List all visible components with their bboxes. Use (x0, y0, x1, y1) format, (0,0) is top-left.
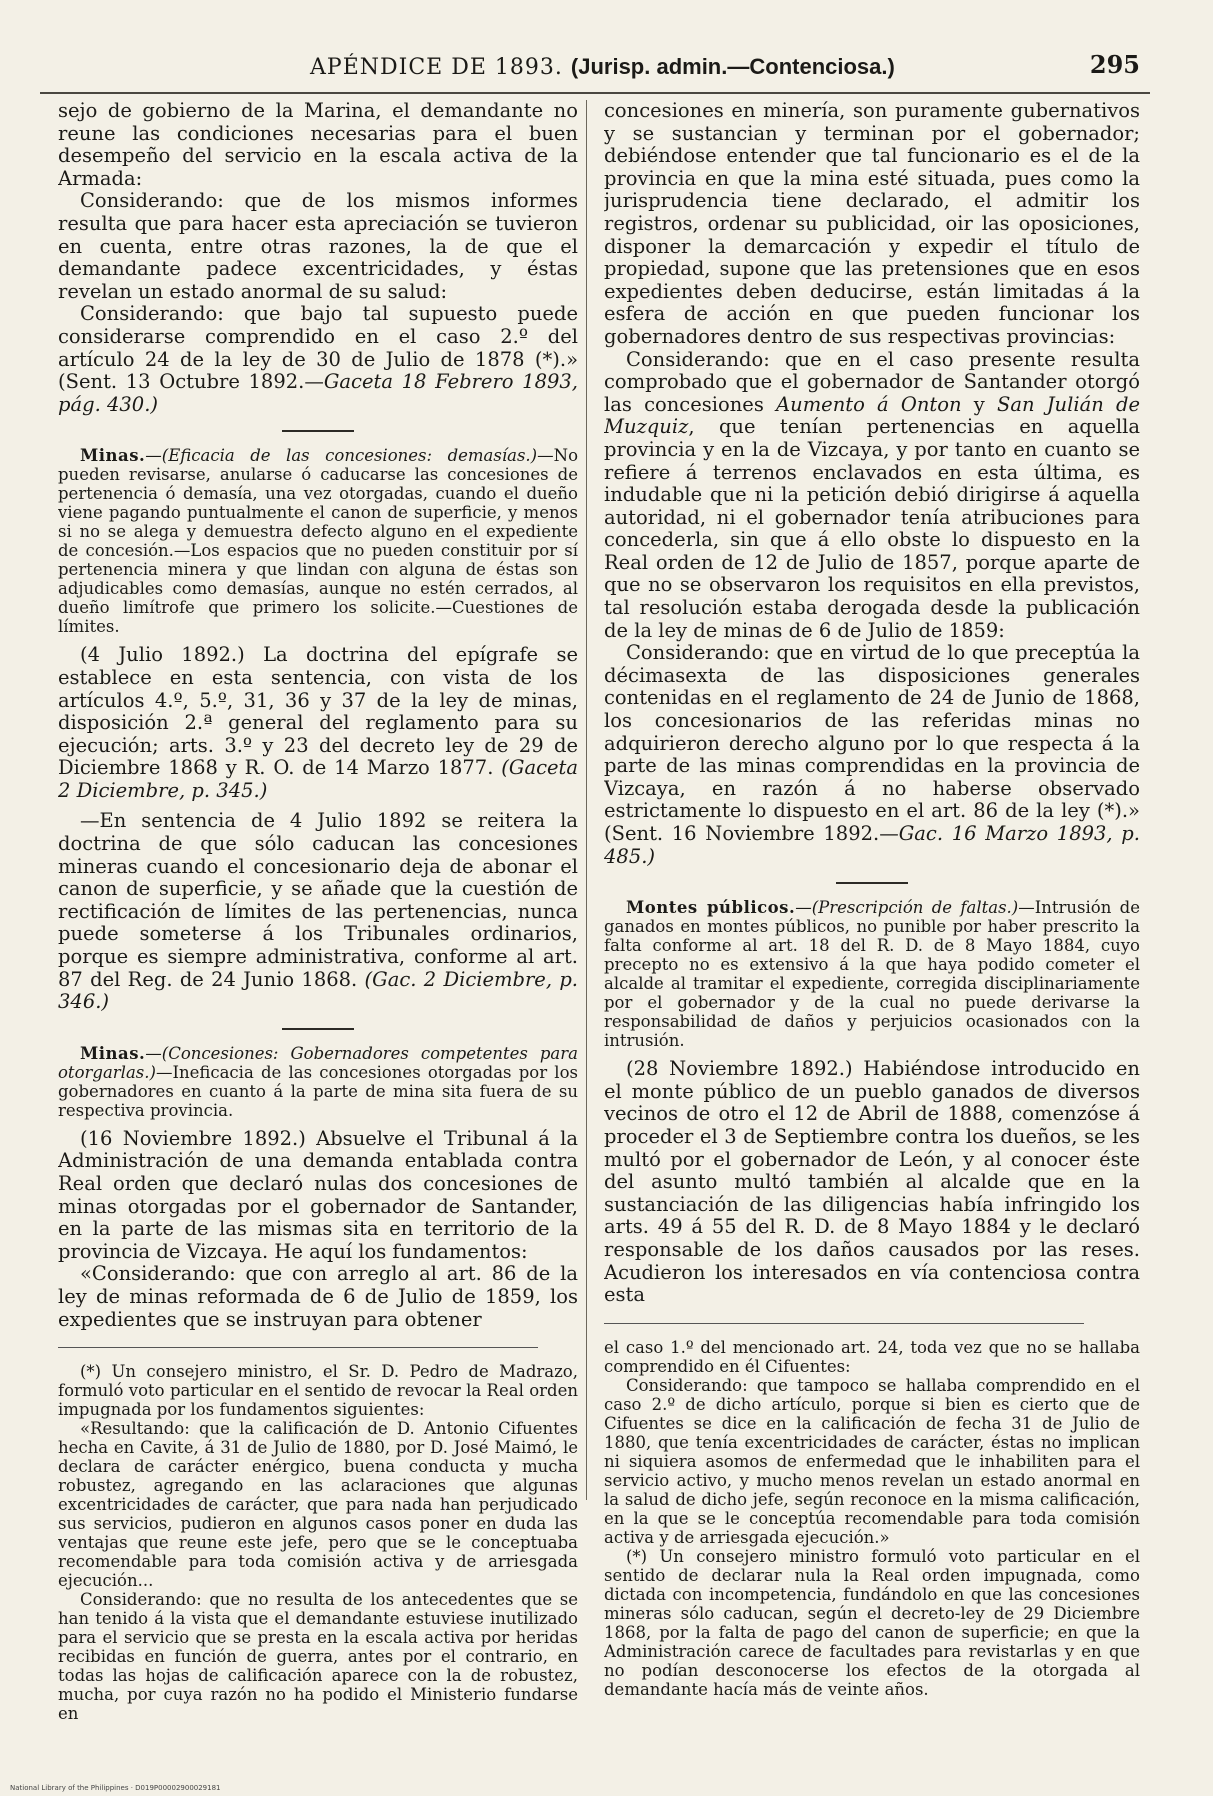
paragraph: (4 Julio 1892.) La doctrina del epígrafe se establece en esta sentencia, con vista de los artículos 4.º, 5.º, 31, 36 y 37 de la ley de minas, disposición 2.ª general del reglamento para su ejecución; arts. 3.º y 23 del decreto ley de 29 de Diciembre 1868 y R. O. de 14 Marzo 1877. (Gaceta 2 Diciembre, p. 345.) (58, 643, 578, 802)
section-subtitle: —(Eficacia de las concesiones: demasías.) (145, 446, 538, 466)
paragraph: Considerando: que en virtud de lo que preceptúa la décimasexta de las disposiciones generales contenidas en el reglamento de 24 de Junio de 1868, los concesionarios de las referidas minas no adquirieron derecho alguno por lo que respecta á la parte de las minas comprendidas en la provincia de Vizcaya, en razón á no haberse observado estrictamente lo dispuesto en el art. 86 de la ley (*).» (Sent. 16 Noviembre 1892.—Gac. 16 Marzo 1893, p. 485.) (604, 641, 1140, 868)
section-summary: Minas.—(Eficacia de las concesiones: demasías.)—No pueden revisarse, anularse ó caducarse las concesiones de pertenencia ó demasía, una vez otorgadas, cuando el dueño viene pagando puntualmente el canon de superficie, y menos si no se alega y demuestra defecto alguno en el expediente de concesión.—Los espacios que no pueden constituir por sí pertenencia minera y que lindan con alguna de éstas son adjudicables como demasías, aunque no estén cerrados, al dueño limítrofe que primero los solicite.—Cuestiones de límites. (58, 446, 578, 637)
section-separator (282, 1028, 354, 1030)
library-footer: National Library of the Philippines · D019P00002900029181 (10, 1784, 221, 1792)
paragraph: Considerando: que de los mismos informes resulta que para hacer esta apreciación se tuvieron en cuenta, entre otras razones, la de que el demandante padece excentricidades, y éstas revelan un estado anormal de su salud: (58, 189, 578, 303)
paragraph: (28 Noviembre 1892.) Habiéndose introducido en el monte público de un pueblo ganados de diversos vecinos de otro el 12 de Abril de 1888, comenzóse á proceder el 3 de Septiembre contra los dueños, se les multó por el gobernador de León, y al conocer éste del asunto multó también al alcalde que en la sustanciación de las diligencias había infringido los arts. 49 á 55 del R. D. de 8 Mayo 1884 y le declaró responsable de los daños causados por las reses. Acudieron los interesados en vía contenciosa contra esta (604, 1057, 1140, 1307)
left-column (58, 100, 578, 1750)
header-rule (40, 92, 1150, 94)
section-subtitle: —(Prescripción de faltas.) (795, 898, 1019, 918)
running-head-section: (Jurisp. admin.—Contenciosa.) (570, 54, 895, 79)
page-number: 295 (1089, 50, 1140, 79)
section-separator (282, 430, 354, 432)
paragraph: (16 Noviembre 1892.) Absuelve el Tribunal á la Administración de una demanda entablada contra Real orden que declaró nulas dos concesiones de minas otorgadas por el gobernador de Santander, en la parte de las mismas sita en territorio de la provincia de Vizcaya. He aquí los fundamentos: (58, 1126, 578, 1263)
running-head (310, 54, 895, 80)
paragraph: sejo de gobierno de la Marina, el demandante no reune las condiciones necesarias para el buen desempeño del servicio en la escala activa de la Armada: (58, 100, 578, 190)
section-separator (836, 882, 908, 884)
footnote-rule (58, 1347, 538, 1348)
footnote-rule (604, 1323, 1084, 1324)
footnote: el caso 1.º del mencionado art. 24, toda vez que no se hallaba comprendido en él Cifuentes: (604, 1337, 1140, 1376)
section-title: Montes públicos. (626, 898, 796, 918)
section-subtitle: —(Concesiones: Gobernadores competentes para otorgarlas.) (58, 1043, 578, 1082)
section-title: Minas. (80, 1043, 146, 1063)
section-summary: Montes públicos.—(Prescripción de faltas.)—Intrusión de ganados en montes públicos, no punible por haber prescrito la falta conforme al art. 18 del R. D. de 8 Mayo 1884, cuyo precepto no es extensivo á la que haya podido cometer el alcalde al tramitar el expediente, corregida disciplinariamente por el gobernador y de la cual no puede derivarse la responsabilidad de daños y perjuicios ocasionados con la intrusión. (604, 898, 1140, 1051)
paragraph: concesiones en minería, son puramente gubernativos y se sustancian y terminan por el gobernador; debiéndose entender que tal funcionario es el de la provincia en que la mina esté situada, pues como la jurisprudencia tiene declarado, el admitir los registros, ordenar su publicidad, oir las oposiciones, disponer la demarcación y expedir el título de propiedad, supone que las pretensiones que en esos expedientes deben deducirse, están limitadas á la esfera de acción en que pueden funcionar los gobernadores dentro de sus respectivas provincias: (604, 100, 1140, 348)
paragraph: Considerando: que en el caso presente resulta comprobado que el gobernador de Santander otorgó las concesiones Aumento á Onton y San Julián de Muzquiz, que tenían pertenencias en aquella provincia y en la de Vizcaya, y por tanto en cuanto se refiere á terrenos enclavados en esta última, es indudable que ni la petición debió dirigirse á aquella autoridad, ni el gobernador tenía atribuciones para concederla, sin que á ello obste lo dispuesto en la Real orden de 12 de Julio de 1857, porque aparte de que no se observaron los requisitos en ella previstos, tal resolución estaba derogada desde la publicación de la ley de minas de 6 de Julio de 1859: (604, 347, 1140, 642)
paragraph: Considerando: que bajo tal supuesto puede considerarse comprendido en el caso 2.º del artículo 24 de la ley de 30 de Julio de 1878 (*).» (Sent. 13 Octubre 1892.—Gaceta 18 Febrero 1893, pág. 430.) (58, 302, 578, 416)
footnote: Considerando: que tampoco se hallaba comprendido en el caso 2.º de dicho artículo, porque si bien es cierto que de Cifuentes se dice en la calificación de fecha 31 de Julio de 1880, que tenía excentricidades de carácter, éstas no implican ni siquiera asomos de enfermedad que le inhabiliten para el servicio activo, y mucho menos revelan un estado anormal en la salud de dicho jefe, según reconoce en la misma calificación, en la que se le conceptúa recomendable para toda comisión activa y de arriesgada ejecución.» (604, 1375, 1140, 1547)
footnote: (*) Un consejero ministro formuló voto particular en el sentido de declarar nula la Real orden impugnada, como dictada con incompetencia, fundándolo en que las concesiones mineras sólo caducan, según el decreto-ley de 29 Diciembre 1868, por la falta de pago del canon de superficie; en que la Administración carece de facultades para revistarlas y en que no podían desconocerse los efectos de la otorgada al demandante hacía más de veinte años. (604, 1546, 1140, 1699)
footnote: (*) Un consejero ministro, el Sr. D. Pedro de Madrazo, formuló voto particular en el sentido de revocar la Real orden impugnada por los fundamentos siguientes: (58, 1362, 578, 1420)
running-head-title: APÉNDICE DE 1893. (310, 55, 563, 80)
right-column (604, 100, 1140, 1750)
section-title: Minas. (80, 446, 146, 466)
column-divider (586, 100, 587, 1500)
paragraph: —En sentencia de 4 Julio 1892 se reitera la doctrina de que sólo caducan las concesiones mineras cuando el concesionario deja de abonar el canon de superficie, y se añade que la cuestión de rectificación de límites de las pertenencias, nunca puede someterse á los Tribunales ordinarios, porque es siempre administrativa, conforme al art. 87 del Reg. de 24 Junio 1868. (Gac. 2 Diciembre, p. 346.) (58, 809, 578, 1014)
page-header (60, 44, 1140, 84)
footnote: Considerando: que no resulta de los antecedentes que se han tenido á la vista que el demandante estuviese inutilizado para el servicio que se presta en la escala activa por heridas recibidas en función de guerra, antes por el contrario, en todas las hojas de calificación aparece con la de robustez, mucha, por cuya razón no ha podido el Ministerio fundarse en (58, 1590, 578, 1724)
paragraph: «Considerando: que con arreglo al art. 86 de la ley de minas reformada de 6 de Julio de 1859, los expedientes que se instruyan para obtener (58, 1262, 578, 1331)
section-summary: Minas.—(Concesiones: Gobernadores competentes para otorgarlas.)—Ineficacia de las concesiones otorgadas por los gobernadores en cuanto á la parte de mina sita fuera de su respectiva provincia. (58, 1043, 578, 1120)
footnote: «Resultando: que la calificación de D. Antonio Cifuentes hecha en Cavite, á 31 de Julio de 1880, por D. José Maimó, le declara de carácter enérgico, buena conducta y mucha robustez, agregando en las aclaraciones que algunas excentricidades de carácter, que para nada han perjudicado sus servicios, pudieron en algunos casos poner en duda las ventajas que reune este jefe, pero que se le conceptuaba recomendable para toda comisión activa y de arriesgada ejecución... (58, 1419, 578, 1591)
